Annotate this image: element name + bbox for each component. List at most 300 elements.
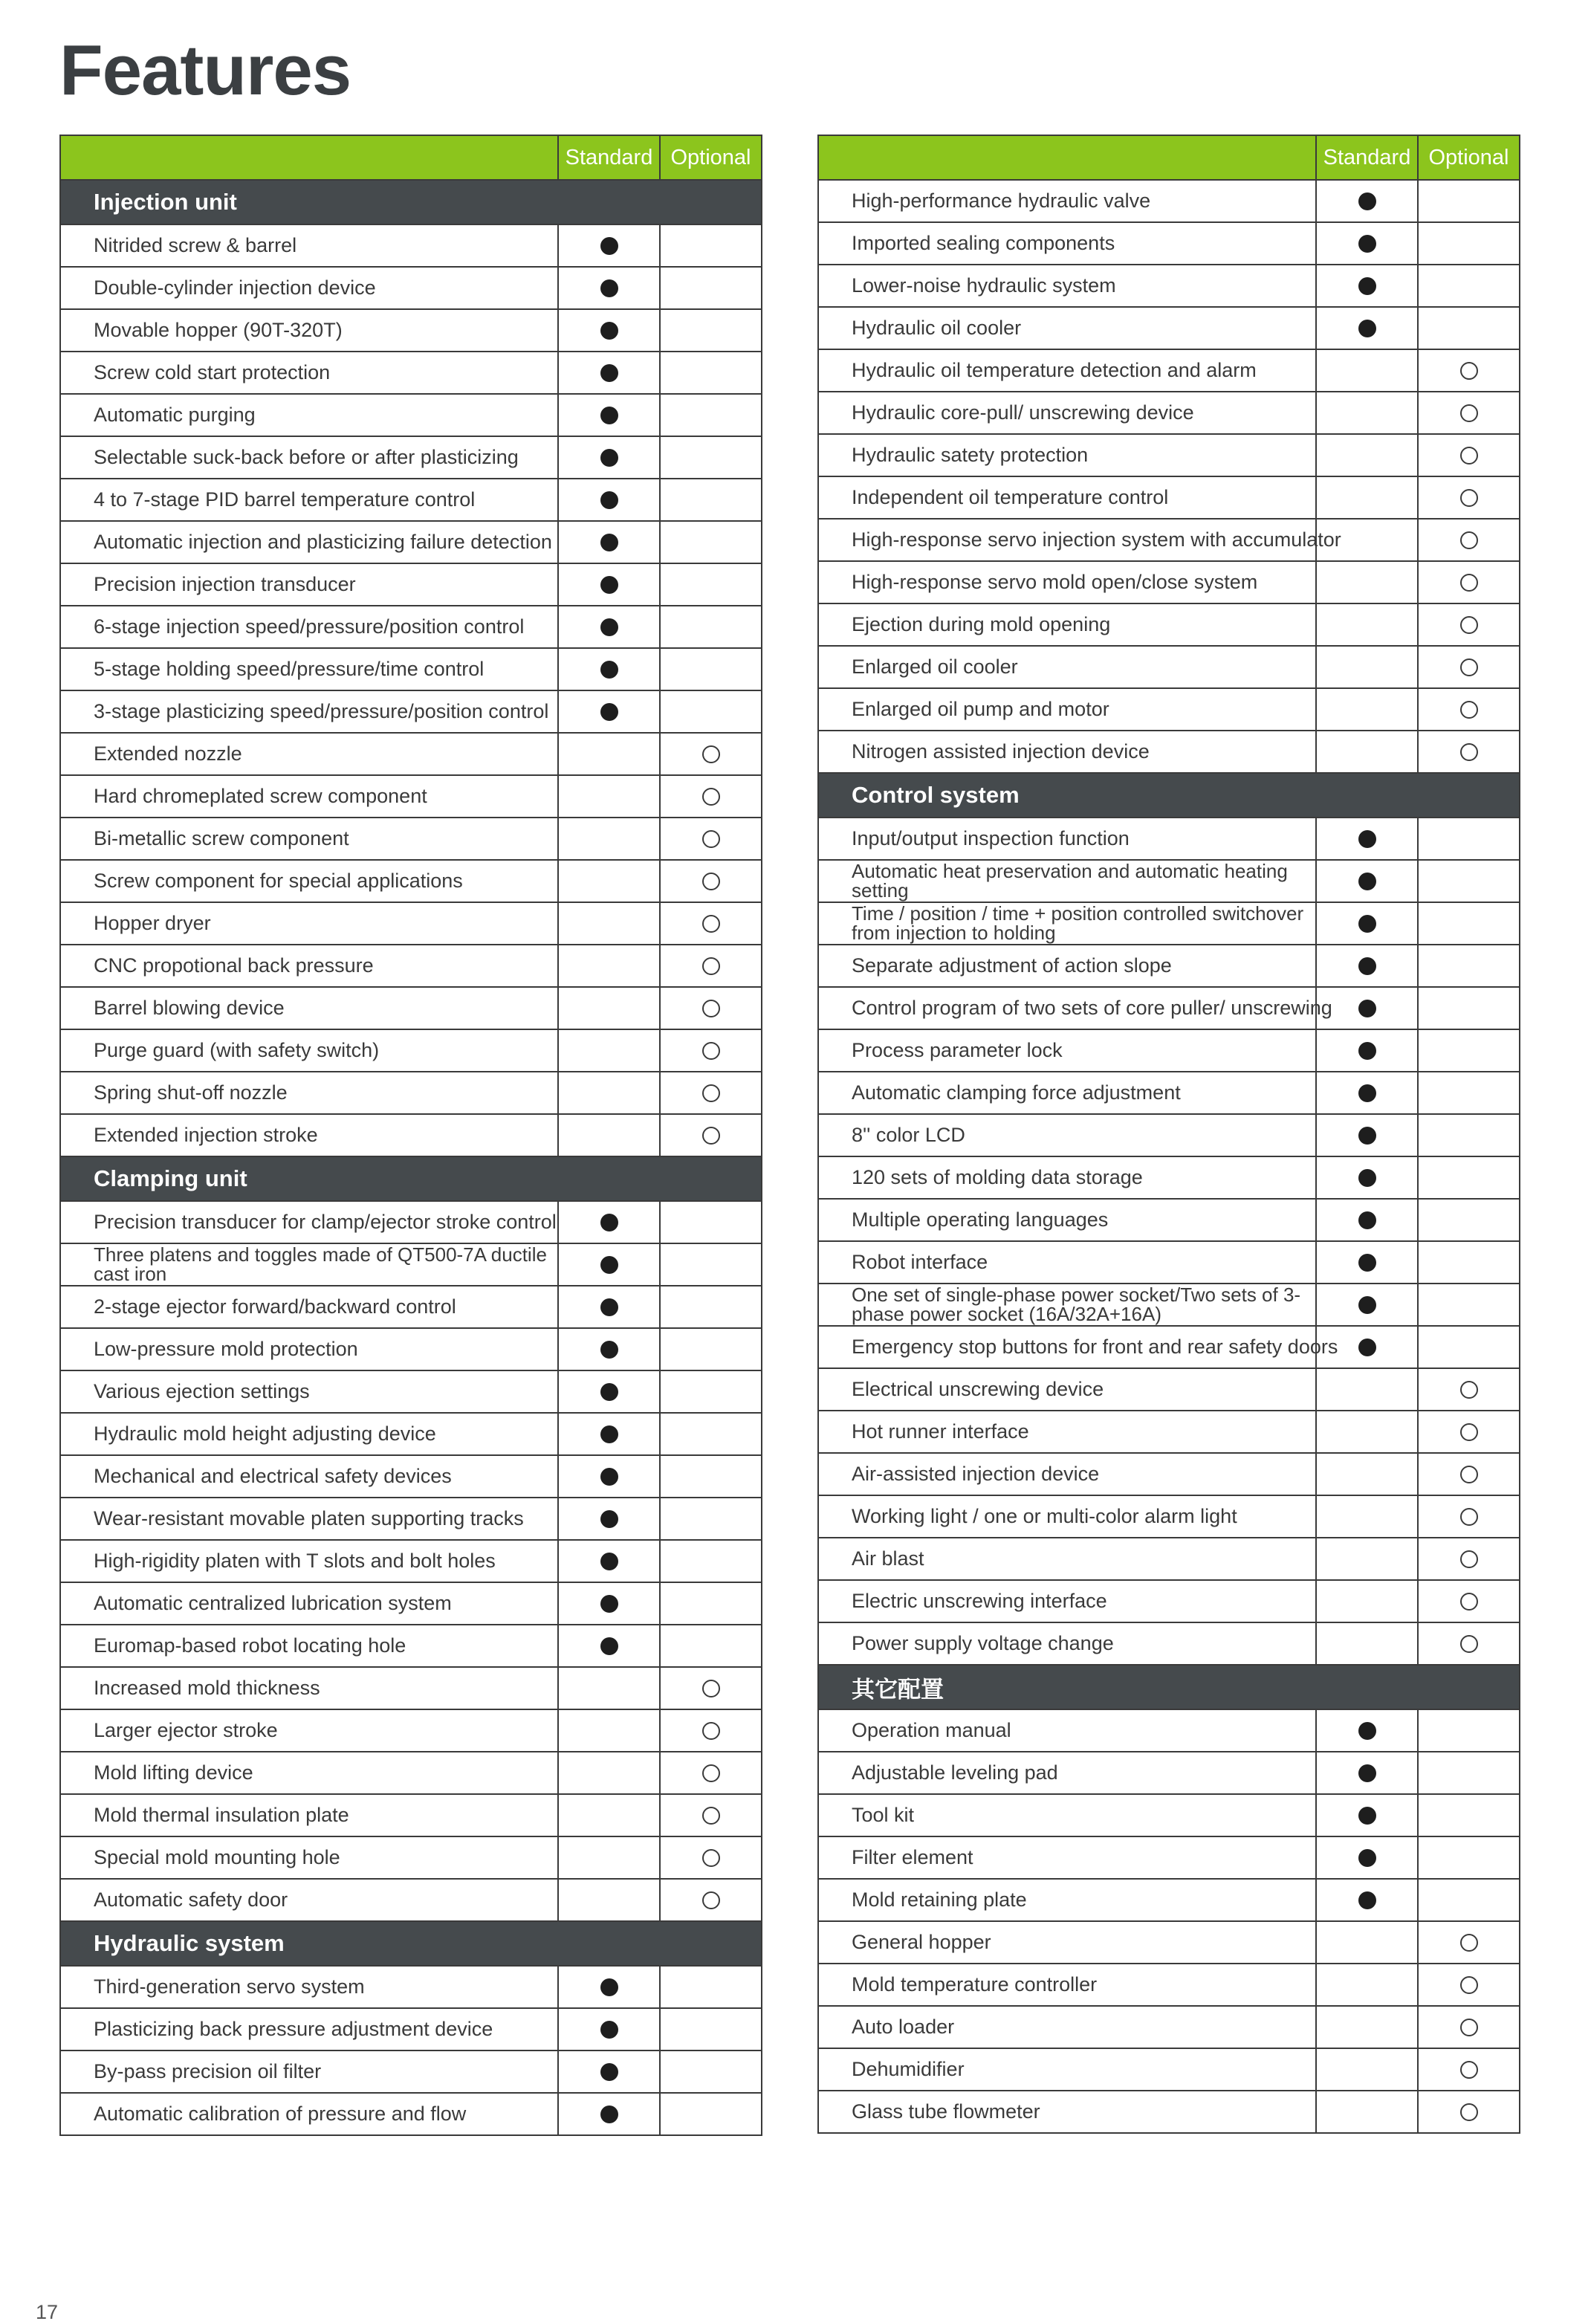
feature-label: Extended injection stroke [60, 1114, 558, 1156]
standard-cell [558, 1879, 660, 1921]
optional-circle-icon [702, 1764, 720, 1782]
optional-circle-icon [1460, 1934, 1478, 1952]
standard-cell [558, 733, 660, 775]
feature-label: Control program of two sets of core puller/ unscrewing [818, 987, 1316, 1029]
feature-row [60, 563, 762, 606]
header-optional: Optional [1418, 135, 1520, 180]
standard-dot-icon [1358, 1849, 1376, 1867]
feature-label: Extended nozzle [60, 733, 558, 775]
optional-circle-icon [1460, 1976, 1478, 1994]
feature-row [818, 1241, 1520, 1284]
feature-label: 3-stage plasticizing speed/pressure/position control [60, 690, 558, 733]
optional-circle-icon [702, 1849, 720, 1867]
feature-label: Mechanical and electrical safety devices [60, 1455, 558, 1498]
feature-label: Third-generation servo system [60, 1966, 558, 2008]
standard-cell [558, 902, 660, 945]
section-header-row [60, 1156, 762, 1201]
standard-cell [558, 2008, 660, 2051]
optional-circle-icon [702, 1807, 720, 1825]
standard-cell [558, 2093, 660, 2135]
feature-row [60, 267, 762, 309]
feature-row [818, 180, 1520, 222]
feature-label: Various ejection settings [60, 1370, 558, 1413]
standard-dot-icon [1358, 1254, 1376, 1272]
optional-cell [1418, 434, 1520, 476]
standard-cell [1316, 434, 1418, 476]
feature-row [818, 519, 1520, 561]
optional-circle-icon [1460, 1593, 1478, 1611]
optional-cell [1418, 476, 1520, 519]
feature-row [818, 2091, 1520, 2133]
feature-label: Automatic centralized lubrication system [60, 1582, 558, 1625]
feature-label: Separate adjustment of action slope [818, 945, 1316, 987]
feature-row [60, 733, 762, 775]
feature-row [818, 307, 1520, 349]
optional-circle-icon [1460, 2103, 1478, 2121]
feature-label: Automatic calibration of pressure and flow [60, 2093, 558, 2135]
page-number: 17 [36, 2301, 59, 2323]
section-title: 其它配置 [818, 1665, 1520, 1709]
feature-label: 6-stage injection speed/pressure/position control [60, 606, 558, 648]
optional-cell [1418, 1368, 1520, 1411]
standard-cell [558, 690, 660, 733]
feature-label: Enlarged oil pump and motor [818, 688, 1316, 731]
optional-cell [1418, 646, 1520, 688]
optional-circle-icon [1460, 1508, 1478, 1526]
optional-cell [1418, 265, 1520, 307]
feature-row [60, 606, 762, 648]
feature-label: Hydraulic satety protection [818, 434, 1316, 476]
standard-dot-icon [600, 364, 618, 382]
optional-cell [660, 352, 762, 394]
feature-row [818, 646, 1520, 688]
optional-cell [660, 1413, 762, 1455]
feature-row [818, 349, 1520, 392]
feature-label: Working light / one or multi-color alarm light [818, 1495, 1316, 1538]
standard-dot-icon [600, 237, 618, 255]
standard-cell [1316, 1029, 1418, 1072]
feature-row [818, 265, 1520, 307]
standard-cell [1316, 1114, 1418, 1156]
standard-dot-icon [600, 322, 618, 340]
standard-dot-icon [600, 618, 618, 636]
standard-cell [558, 479, 660, 521]
standard-dot-icon [1358, 1127, 1376, 1145]
feature-label: Hot runner interface [818, 1411, 1316, 1453]
standard-dot-icon [600, 1978, 618, 1996]
standard-cell [1316, 2006, 1418, 2048]
feature-row [60, 309, 762, 352]
standard-dot-icon [600, 703, 618, 721]
standard-dot-icon [600, 1214, 618, 1231]
feature-label: Low-pressure mold protection [60, 1328, 558, 1370]
optional-cell [1418, 1580, 1520, 1622]
feature-label: Special mold mounting hole [60, 1836, 558, 1879]
feature-label: Hard chromeplated screw component [60, 775, 558, 818]
standard-dot-icon [1358, 1084, 1376, 1102]
optional-circle-icon [702, 1084, 720, 1102]
feature-row [818, 603, 1520, 646]
feature-row [60, 2093, 762, 2135]
standard-cell [558, 860, 660, 902]
optional-cell [660, 1029, 762, 1072]
feature-row [818, 1495, 1520, 1538]
optional-circle-icon [702, 745, 720, 763]
section-title: Injection unit [60, 180, 762, 224]
optional-cell [660, 775, 762, 818]
standard-dot-icon [1358, 192, 1376, 210]
feature-label: High-response servo injection system with accumulator [818, 519, 1316, 561]
standard-cell [1316, 349, 1418, 392]
standard-cell [1316, 1241, 1418, 1284]
feature-row [818, 1029, 1520, 1072]
optional-cell [1418, 860, 1520, 902]
feature-label: Lower-noise hydraulic system [818, 265, 1316, 307]
feature-row [818, 688, 1520, 731]
feature-row [60, 2008, 762, 2051]
feature-label: Tool kit [818, 1794, 1316, 1836]
feature-row [818, 987, 1520, 1029]
feature-label: Filter element [818, 1836, 1316, 1879]
standard-cell [558, 1752, 660, 1794]
feature-row [818, 476, 1520, 519]
standard-cell [558, 521, 660, 563]
standard-cell [1316, 1580, 1418, 1622]
table-header-row [60, 135, 762, 180]
feature-label: 8'' color LCD [818, 1114, 1316, 1156]
standard-dot-icon [600, 2063, 618, 2081]
feature-label: Process parameter lock [818, 1029, 1316, 1072]
feature-row [818, 1921, 1520, 1964]
feature-label: Automatic safety door [60, 1879, 558, 1921]
feature-label: Automatic injection and plasticizing failure detection [60, 521, 558, 563]
optional-cell [1418, 902, 1520, 945]
feature-row [60, 1370, 762, 1413]
optional-circle-icon [702, 873, 720, 890]
feature-label: Mold temperature controller [818, 1964, 1316, 2006]
feature-label: Mold thermal insulation plate [60, 1794, 558, 1836]
section-title: Control system [818, 773, 1520, 818]
optional-cell [660, 394, 762, 436]
optional-circle-icon [702, 1000, 720, 1017]
optional-circle-icon [1460, 658, 1478, 676]
optional-cell [660, 1667, 762, 1709]
feature-label: Precision injection transducer [60, 563, 558, 606]
feature-label: Screw cold start protection [60, 352, 558, 394]
standard-cell [558, 1029, 660, 1072]
optional-cell [660, 2008, 762, 2051]
feature-row [60, 1072, 762, 1114]
optional-cell [1418, 688, 1520, 731]
standard-cell [1316, 1622, 1418, 1665]
feature-row [818, 1284, 1520, 1326]
standard-cell [558, 1540, 660, 1582]
standard-cell [1316, 860, 1418, 902]
feature-label: 4 to 7-stage PID barrel temperature control [60, 479, 558, 521]
standard-dot-icon [1358, 1807, 1376, 1825]
standard-cell [558, 1328, 660, 1370]
feature-label: Larger ejector stroke [60, 1709, 558, 1752]
feature-row [60, 224, 762, 267]
standard-dot-icon [1358, 1211, 1376, 1229]
standard-cell [1316, 307, 1418, 349]
optional-circle-icon [1460, 531, 1478, 549]
optional-cell [660, 945, 762, 987]
standard-cell [1316, 646, 1418, 688]
optional-cell [660, 267, 762, 309]
optional-cell [1418, 1921, 1520, 1964]
standard-cell [1316, 1964, 1418, 2006]
optional-cell [660, 309, 762, 352]
section-header-row [60, 180, 762, 224]
feature-label: Dehumidifier [818, 2048, 1316, 2091]
feature-label: Electric unscrewing interface [818, 1580, 1316, 1622]
feature-row [60, 1752, 762, 1794]
standard-cell [1316, 180, 1418, 222]
standard-dot-icon [600, 1637, 618, 1655]
standard-dot-icon [600, 279, 618, 297]
standard-dot-icon [1358, 1891, 1376, 1909]
optional-circle-icon [1460, 447, 1478, 465]
feature-label: Emergency stop buttons for front and rear safety doors [818, 1326, 1316, 1368]
feature-row [60, 1966, 762, 2008]
feature-label: Time / position / time + position controlled switchover from injection to holding [818, 902, 1316, 945]
optional-cell [1418, 1879, 1520, 1921]
feature-row [60, 1709, 762, 1752]
optional-cell [660, 690, 762, 733]
feature-row [60, 1794, 762, 1836]
feature-row [60, 818, 762, 860]
standard-dot-icon [1358, 1722, 1376, 1740]
feature-row [818, 1538, 1520, 1580]
standard-cell [1316, 1794, 1418, 1836]
feature-label: Nitrided screw & barrel [60, 224, 558, 267]
optional-cell [660, 1328, 762, 1370]
optional-cell [660, 521, 762, 563]
standard-cell [558, 775, 660, 818]
feature-label: Barrel blowing device [60, 987, 558, 1029]
feature-row [60, 1879, 762, 1921]
standard-cell [1316, 2048, 1418, 2091]
standard-cell [558, 1455, 660, 1498]
feature-row [818, 1156, 1520, 1199]
optional-cell [660, 987, 762, 1029]
optional-cell [660, 436, 762, 479]
feature-row [60, 1286, 762, 1328]
standard-cell [1316, 818, 1418, 860]
optional-circle-icon [1460, 574, 1478, 592]
feature-label: Air blast [818, 1538, 1316, 1580]
feature-label: Independent oil temperature control [818, 476, 1316, 519]
feature-label: By-pass precision oil filter [60, 2051, 558, 2093]
feature-row [60, 521, 762, 563]
feature-row [60, 1625, 762, 1667]
standard-cell [558, 1667, 660, 1709]
feature-row [818, 434, 1520, 476]
feature-label: Wear-resistant movable platen supporting tracks [60, 1498, 558, 1540]
feature-label: Double-cylinder injection device [60, 267, 558, 309]
standard-dot-icon [600, 1510, 618, 1528]
feature-row [60, 1201, 762, 1243]
feature-row [60, 1029, 762, 1072]
optional-cell [1418, 392, 1520, 434]
standard-cell [558, 436, 660, 479]
optional-cell [660, 1540, 762, 1582]
optional-cell [1418, 519, 1520, 561]
feature-label: Selectable suck-back before or after plasticizing [60, 436, 558, 479]
feature-label: Air-assisted injection device [818, 1453, 1316, 1495]
feature-label: Precision transducer for clamp/ejector stroke control [60, 1201, 558, 1243]
standard-cell [558, 606, 660, 648]
optional-cell [660, 1455, 762, 1498]
feature-row [60, 1582, 762, 1625]
standard-cell [558, 818, 660, 860]
optional-cell [1418, 945, 1520, 987]
feature-label: Mold retaining plate [818, 1879, 1316, 1921]
optional-cell [1418, 731, 1520, 773]
standard-dot-icon [600, 1595, 618, 1613]
standard-dot-icon [1358, 915, 1376, 933]
standard-dot-icon [1358, 320, 1376, 337]
optional-circle-icon [1460, 2061, 1478, 2079]
standard-cell [558, 1966, 660, 2008]
optional-cell [660, 563, 762, 606]
standard-cell [558, 563, 660, 606]
standard-cell [558, 352, 660, 394]
standard-cell [1316, 1879, 1418, 1921]
optional-cell [1418, 1284, 1520, 1326]
feature-row [818, 1879, 1520, 1921]
feature-row [818, 1622, 1520, 1665]
optional-circle-icon [702, 1680, 720, 1697]
feature-row [60, 1455, 762, 1498]
feature-label: Bi-metallic screw component [60, 818, 558, 860]
feature-label: Power supply voltage change [818, 1622, 1316, 1665]
standard-cell [1316, 1495, 1418, 1538]
standard-cell [558, 224, 660, 267]
standard-cell [1316, 1453, 1418, 1495]
optional-cell [660, 1582, 762, 1625]
right-features-table [817, 135, 1520, 2134]
feature-label: High-rigidity platen with T slots and bolt holes [60, 1540, 558, 1582]
standard-dot-icon [600, 1298, 618, 1316]
feature-label: General hopper [818, 1921, 1316, 1964]
optional-cell [1418, 222, 1520, 265]
standard-cell [1316, 1156, 1418, 1199]
standard-dot-icon [600, 491, 618, 509]
feature-row [818, 1411, 1520, 1453]
feature-label: Auto loader [818, 2006, 1316, 2048]
feature-row [60, 1836, 762, 1879]
feature-row [60, 1243, 762, 1286]
optional-cell [660, 1072, 762, 1114]
header-blank-cell [818, 135, 1316, 180]
standard-cell [1316, 945, 1418, 987]
feature-row [60, 2051, 762, 2093]
standard-cell [1316, 1411, 1418, 1453]
standard-dot-icon [600, 2021, 618, 2039]
page-title: Features [59, 30, 351, 110]
header-blank-cell [60, 135, 558, 180]
feature-row [60, 479, 762, 521]
optional-cell [1418, 1411, 1520, 1453]
feature-row [60, 394, 762, 436]
feature-row [818, 1752, 1520, 1794]
feature-row [60, 352, 762, 394]
table-header-row [818, 135, 1520, 180]
header-optional: Optional [660, 135, 762, 180]
optional-circle-icon [1460, 743, 1478, 761]
standard-dot-icon [600, 2105, 618, 2123]
optional-cell [1418, 180, 1520, 222]
feature-label: Plasticizing back pressure adjustment device [60, 2008, 558, 2051]
optional-cell [660, 1114, 762, 1156]
section-header-row [818, 1665, 1520, 1709]
optional-cell [1418, 1495, 1520, 1538]
standard-cell [558, 1201, 660, 1243]
feature-label: Mold lifting device [60, 1752, 558, 1794]
optional-cell [1418, 1072, 1520, 1114]
standard-cell [1316, 1284, 1418, 1326]
feature-label: Imported sealing components [818, 222, 1316, 265]
feature-row [818, 222, 1520, 265]
standard-cell [1316, 561, 1418, 603]
standard-dot-icon [600, 1383, 618, 1401]
standard-dot-icon [1358, 1042, 1376, 1060]
optional-circle-icon [1460, 701, 1478, 719]
standard-cell [1316, 902, 1418, 945]
optional-cell [660, 1498, 762, 1540]
optional-cell [660, 1243, 762, 1286]
feature-row [818, 2048, 1520, 2091]
header-standard: Standard [1316, 135, 1418, 180]
feature-row [818, 2006, 1520, 2048]
optional-circle-icon [702, 788, 720, 806]
optional-cell [660, 818, 762, 860]
standard-cell [1316, 603, 1418, 646]
standard-cell [558, 1286, 660, 1328]
standard-cell [558, 1709, 660, 1752]
section-header-row [60, 1921, 762, 1966]
feature-row [60, 1413, 762, 1455]
optional-cell [1418, 307, 1520, 349]
standard-cell [1316, 2091, 1418, 2133]
feature-row [818, 1794, 1520, 1836]
standard-dot-icon [1358, 830, 1376, 848]
feature-label: High-performance hydraulic valve [818, 180, 1316, 222]
standard-cell [558, 1498, 660, 1540]
standard-cell [1316, 1921, 1418, 1964]
standard-cell [558, 1836, 660, 1879]
optional-cell [1418, 1836, 1520, 1879]
standard-dot-icon [600, 1341, 618, 1359]
feature-row [818, 1199, 1520, 1241]
feature-row [60, 1667, 762, 1709]
feature-row [60, 1540, 762, 1582]
feature-row [818, 392, 1520, 434]
feature-label: Glass tube flowmeter [818, 2091, 1316, 2133]
standard-cell [558, 1625, 660, 1667]
standard-cell [558, 1413, 660, 1455]
optional-cell [1418, 987, 1520, 1029]
feature-label: Enlarged oil cooler [818, 646, 1316, 688]
standard-dot-icon [1358, 873, 1376, 890]
standard-dot-icon [600, 534, 618, 551]
feature-row [818, 1709, 1520, 1752]
optional-circle-icon [1460, 1423, 1478, 1441]
standard-cell [1316, 1368, 1418, 1411]
standard-cell [1316, 1709, 1418, 1752]
